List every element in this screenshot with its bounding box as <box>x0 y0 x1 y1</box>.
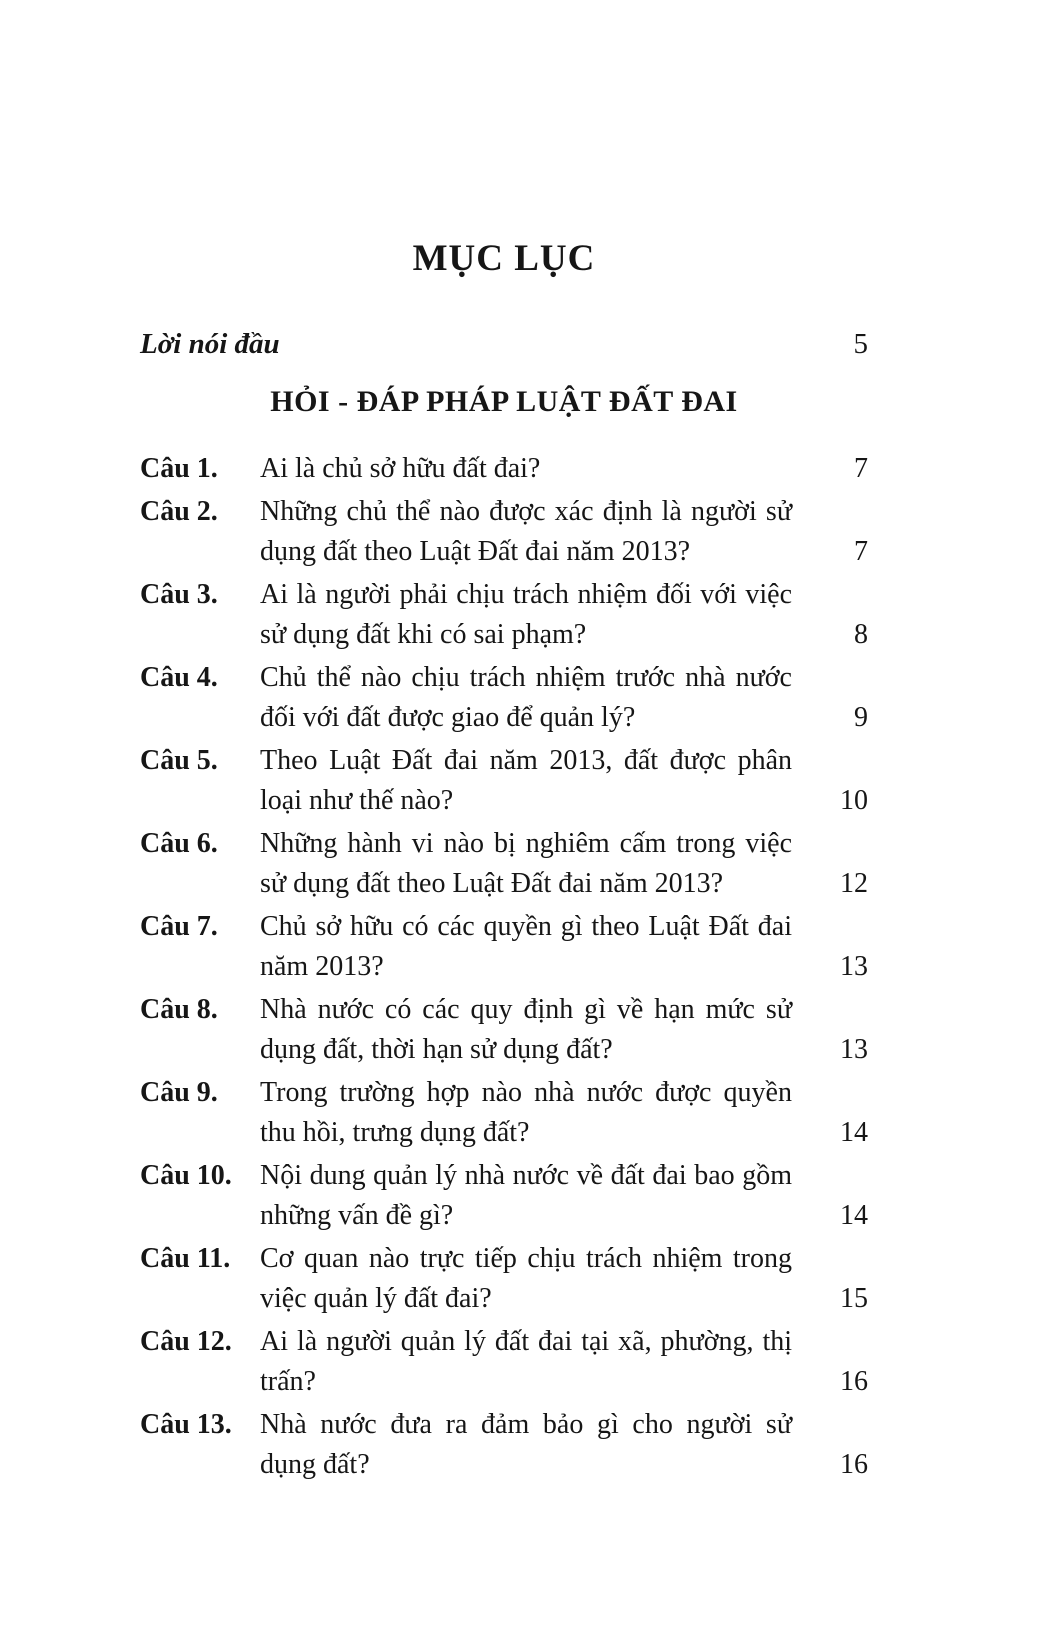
toc-entry-label: Câu 6. <box>140 828 218 859</box>
toc-entry-text: Ai là người quản lý đất đai tại xã, phường, thị trấn? <box>260 1326 792 1397</box>
toc-list <box>140 449 868 1485</box>
toc-entry-text: Nhà nước có các quy định gì về hạn mức sử dụng đất, thời hạn sử dụng đất? <box>260 994 792 1065</box>
toc-entry-page: 15 <box>840 1283 868 1314</box>
toc-entry-label: Câu 11. <box>140 1243 231 1274</box>
toc-entry-label: Câu 10. <box>140 1160 232 1191</box>
toc-entry-label: Câu 9. <box>140 1077 218 1108</box>
toc-entry-label: Câu 12. <box>140 1326 232 1357</box>
toc-entry <box>140 907 868 987</box>
toc-entry-label: Câu 13. <box>140 1409 232 1440</box>
toc-entry-label: Câu 5. <box>140 745 218 776</box>
toc-entry <box>140 990 868 1070</box>
toc-entry-page: 14 <box>840 1200 868 1231</box>
toc-entry-page: 16 <box>840 1366 868 1397</box>
preface-entry <box>140 328 868 361</box>
toc-entry-text: Nội dung quản lý nhà nước về đất đai bao gồm những vấn đề gì? <box>260 1160 792 1231</box>
toc-entry <box>140 1073 868 1153</box>
toc-entry-text: Nhà nước đưa ra đảm bảo gì cho người sử dụng đất? <box>260 1409 792 1480</box>
toc-entry-text: Theo Luật Đất đai năm 2013, đất được phân loại như thế nào? <box>260 745 792 816</box>
toc-entry-page: 16 <box>840 1449 868 1480</box>
toc-entry-page: 10 <box>840 785 868 816</box>
toc-entry <box>140 575 868 655</box>
toc-entry-page: 7 <box>854 536 868 567</box>
toc-entry-text: Cơ quan nào trực tiếp chịu trách nhiệm trong việc quản lý đất đai? <box>260 1243 792 1314</box>
toc-entry-text: Chủ sở hữu có các quyền gì theo Luật Đất đai năm 2013? <box>260 911 792 982</box>
toc-entry-label: Câu 7. <box>140 911 218 942</box>
toc-entry-text: Ai là chủ sở hữu đất đai? <box>260 453 541 484</box>
page-title: MỤC LỤC <box>412 238 596 279</box>
toc-entry-page: 14 <box>840 1117 868 1148</box>
preface-label: Lời nói đầu <box>140 328 280 360</box>
toc-entry <box>140 1156 868 1236</box>
toc-entry <box>140 741 868 821</box>
toc-entry-text: Những chủ thể nào được xác định là người sử dụng đất theo Luật Đất đai năm 2013? <box>260 496 792 567</box>
toc-entry-text: Ai là người phải chịu trách nhiệm đối với việc sử dụng đất khi có sai phạm? <box>260 579 792 650</box>
toc-entry <box>140 449 868 489</box>
toc-entry-label: Câu 4. <box>140 662 218 693</box>
toc-entry <box>140 1322 868 1402</box>
toc-entry-text: Những hành vi nào bị nghiêm cấm trong việc sử dụng đất theo Luật Đất đai năm 2013? <box>260 828 792 899</box>
toc-entry-text: Chủ thể nào chịu trách nhiệm trước nhà nước đối với đất được giao để quản lý? <box>260 662 792 733</box>
toc-entry-page: 13 <box>840 951 868 982</box>
section-heading: HỎI - ĐÁP PHÁP LUẬT ĐẤT ĐAI <box>270 385 738 418</box>
toc-entry-page: 9 <box>854 702 868 733</box>
toc-entry <box>140 1405 868 1485</box>
toc-entry-page: 13 <box>840 1034 868 1065</box>
toc-entry-text: Trong trường hợp nào nhà nước được quyền thu hồi, trưng dụng đất? <box>260 1077 792 1148</box>
toc-entry <box>140 824 868 904</box>
toc-entry-label: Câu 2. <box>140 496 218 527</box>
toc-entry-page: 7 <box>854 453 868 484</box>
toc-entry <box>140 492 868 572</box>
toc-entry <box>140 1239 868 1319</box>
toc-entry-label: Câu 1. <box>140 453 218 484</box>
toc-entry-label: Câu 3. <box>140 579 218 610</box>
toc-entry-page: 8 <box>854 619 868 650</box>
preface-page-number: 5 <box>853 328 868 360</box>
toc-entry <box>140 658 868 738</box>
toc-entry-label: Câu 8. <box>140 994 218 1025</box>
toc-entry-page: 12 <box>840 868 868 899</box>
